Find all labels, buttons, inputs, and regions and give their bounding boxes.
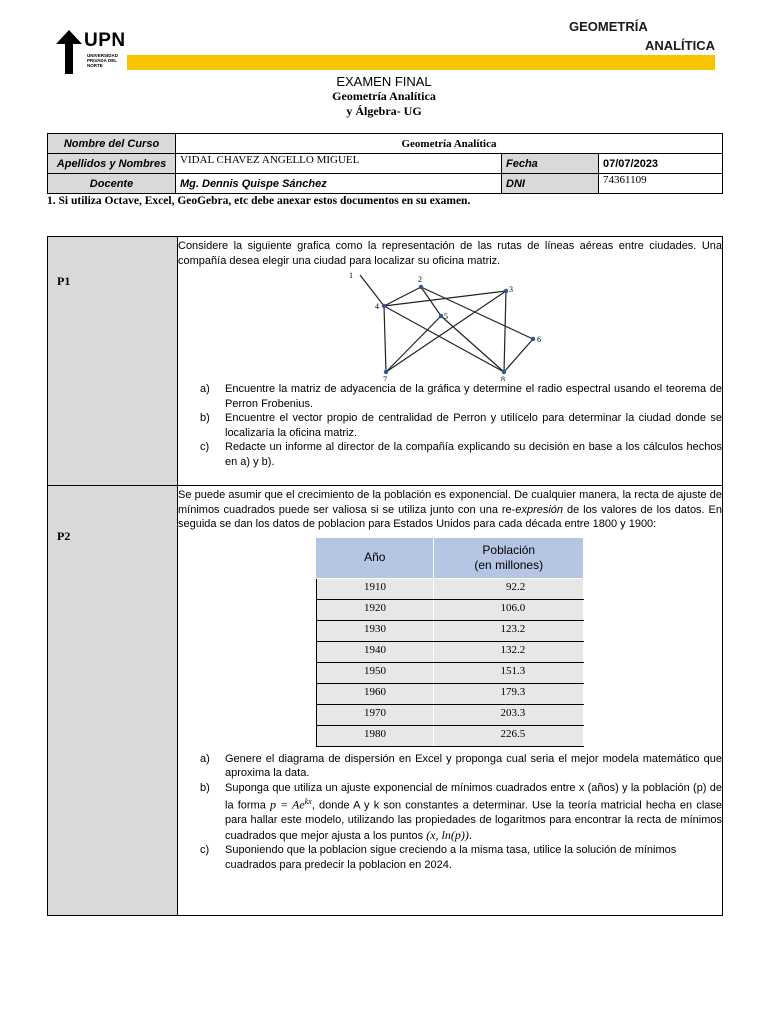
- node-label-6: 6: [537, 335, 541, 344]
- header-course-line2: ANALÍTICA: [644, 38, 715, 53]
- exp-formula: p = Ae: [269, 797, 305, 812]
- header-course-title: [555, 17, 715, 55]
- p1-question-a: a) Encuentre la matriz de adyacencia de la gráfica y determine el radio espectral usando el teorema de Perron Frobenius.: [200, 383, 722, 410]
- p1-question-c: c) Redacte un informe al director de la compañía explicando su decisión en base a los cálculos hechos en a) y b).: [200, 441, 722, 468]
- course-label: Nombre del Curso: [48, 134, 176, 154]
- header-accent-bar: [127, 55, 715, 70]
- date-label: Fecha: [502, 154, 599, 174]
- problems-table: [47, 236, 723, 916]
- teacher-label: Docente: [48, 174, 176, 194]
- table-row: 1920 106.0: [316, 599, 584, 620]
- p1-label-cell: [48, 237, 178, 486]
- table-row: 1970 203.3: [316, 704, 584, 725]
- node-3: [504, 289, 508, 293]
- node-label-4: 4: [375, 302, 379, 311]
- table-row: 1940 132.2: [316, 641, 584, 662]
- node-2: [419, 285, 423, 289]
- upn-logo: [56, 30, 126, 74]
- node-8: [502, 370, 506, 374]
- table-row: 1930 123.2: [316, 620, 584, 641]
- instructions-note: 1. Si utiliza Octave, Excel, GeoGebra, etc debe anexar estos documentos en su examen.: [47, 195, 471, 207]
- upn-arrow-icon: [56, 30, 82, 74]
- date-value: 07/07/2023: [599, 154, 723, 174]
- p1-intro: Considere la siguiente grafica como la representación de las rutas de líneas aéreas entre ciudades. Una compañía desea elegir una ciudad para localizar su oficina matriz.: [178, 240, 722, 267]
- dni-value: 74361109: [599, 174, 723, 194]
- table-row: 1980 226.5: [316, 725, 584, 746]
- node-7: [384, 370, 388, 374]
- node-label-5: 5: [444, 312, 448, 321]
- node-6: [531, 337, 535, 341]
- edge-5-7: [386, 316, 441, 372]
- header-population: Población (en millones): [434, 538, 584, 579]
- p2-label: P2: [57, 529, 71, 543]
- population-table: [316, 538, 585, 747]
- exp-formula-exponent: kx: [304, 797, 312, 806]
- names-label: Apellidos y Nombres: [48, 154, 176, 174]
- p1-label: P1: [57, 274, 71, 288]
- edge-4-7: [384, 306, 386, 372]
- p2-question-c: c) Suponiendo que la poblacion sigue creciendo a la misma tasa, utilice la solución de mínimos cuadrados para predecir la poblacion en 2024.: [200, 844, 677, 871]
- edge-1-4: [360, 275, 384, 306]
- header-course-line1: GEOMETRÍA: [569, 19, 648, 34]
- exam-subtitle-1: Geometría Analítica: [332, 89, 436, 103]
- edge-6-8: [504, 339, 533, 372]
- p1-content: [178, 237, 723, 486]
- teacher-value: Mg. Dennis Quispe Sánchez: [176, 174, 502, 194]
- node-label-8: 8: [501, 375, 505, 381]
- node-label-2: 2: [418, 275, 422, 284]
- table-row: 1910 92.2: [316, 578, 584, 599]
- node-5: [439, 314, 443, 318]
- edge-3-8: [504, 291, 506, 372]
- node-label-3: 3: [509, 285, 513, 294]
- node-4: [382, 304, 386, 308]
- exam-subtitle-2: y Álgebra- UG: [346, 104, 422, 118]
- p1-question-b: b) Encuentre el vector propio de centralidad de Perron y utilícelo para determinar la ciudad donde se localizaría la oficina matriz.: [200, 412, 722, 439]
- course-value: Geometría Analítica: [176, 134, 723, 154]
- p2-question-a: a) Genere el diagrama de dispersión en Excel y proponga cual seria el mejor modela matemático que aproxima la data.: [200, 752, 722, 779]
- p2-intro: Se puede asumir que el crecimiento de la población es exponencial. De cualquier manera, la recta de ajuste de mínimos cuadrados puede ser valiosa si se utiliza junto con una re-expresión de los valores de los datos. En seguida se dan los datos de poblacion para Estados Unidos para cada década entre 1800 y 1900:: [178, 489, 722, 530]
- names-value: VIDAL CHAVEZ ANGELLO MIGUEL: [176, 154, 502, 174]
- logo-subtitle: UNIVERSIDAD PRIVADA DEL NORTE: [87, 53, 119, 68]
- header-year: Año: [316, 538, 434, 579]
- edge-5-8: [441, 316, 504, 372]
- p2-question-b: b) Suponga que utiliza un ajuste exponencial de mínimos cuadrados entre x (años) y la población (p) de la forma $p = Ae^{kx}$, donde A y k son constantes a determinar. Use la teoría matricial hecha en clase para hallar este modelo, utilizando las propiedades de logaritmos para encontrar la recta de mínimos cuadrados que mejor ajusta a los puntos (x, ln(p)).: [200, 781, 722, 842]
- node-label-7: 7: [383, 375, 387, 381]
- p2-label-cell: [48, 486, 178, 916]
- table-row: 1950 151.3: [316, 662, 584, 683]
- dni-label: DNI: [502, 174, 599, 194]
- node-label-1: 1: [349, 271, 353, 280]
- airline-routes-graph: [178, 269, 722, 381]
- table-row: 1960 179.3: [316, 683, 584, 704]
- p2-content: [178, 486, 723, 916]
- logo-text: UPN: [84, 30, 126, 51]
- student-info-table: [47, 133, 723, 194]
- log-point: (x, ln(p)): [426, 827, 469, 842]
- exam-title: EXAMEN FINAL: [336, 74, 432, 89]
